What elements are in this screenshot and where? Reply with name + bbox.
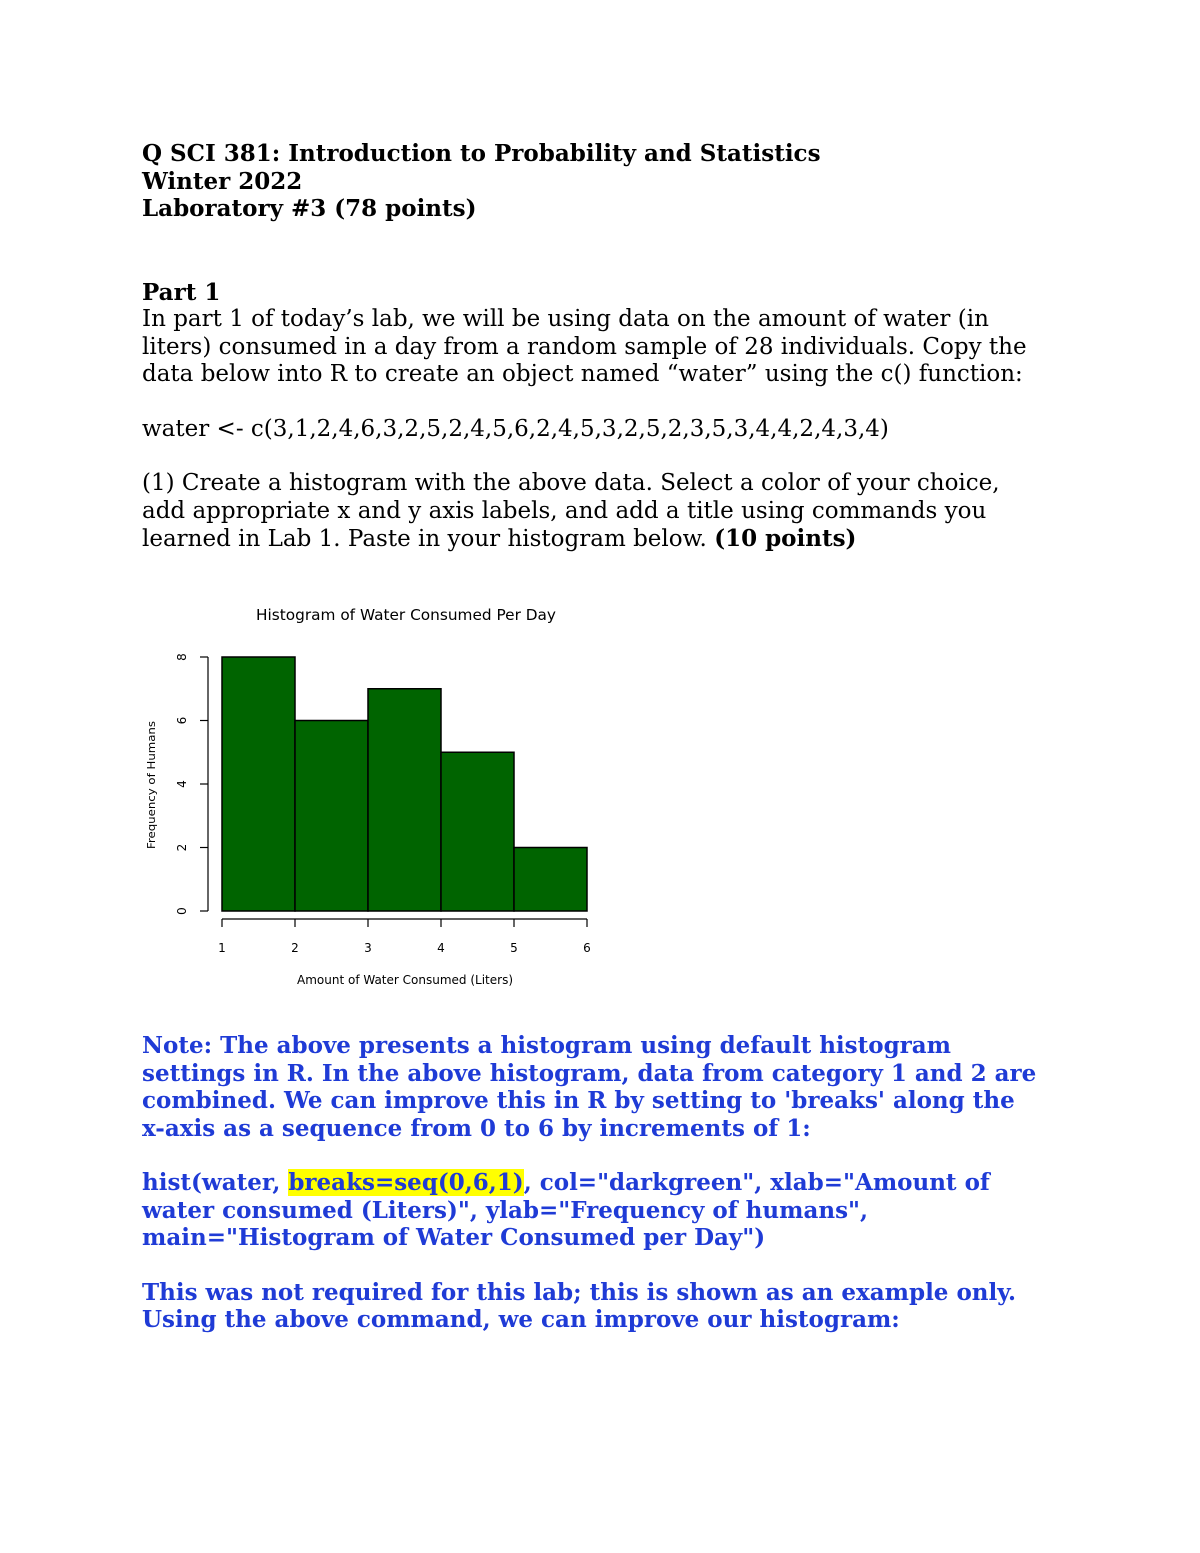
histogram-chart	[142, 598, 612, 998]
histogram-bar	[295, 721, 368, 912]
hist-command-line: water consumed (Liters)", ylab="Frequency of humans",	[142, 1196, 869, 1224]
intro-line: In part 1 of today’s lab, we will be using data on the amount of water (in	[142, 306, 989, 332]
command-rest: , col="darkgreen", xlab="Amount of	[523, 1169, 990, 1196]
chart-title: Histogram of Water Consumed Per Day	[256, 606, 557, 624]
y-tick-label: 4	[175, 780, 189, 788]
y-tick-label: 6	[175, 716, 189, 725]
x-axis-label: Amount of Water Consumed (Liters)	[297, 973, 513, 987]
r-code-line: water <- c(3,1,2,4,6,3,2,5,2,4,5,6,2,4,5,3,2,5,2,3,5,3,4,4,2,4,3,4)	[142, 415, 889, 442]
histogram-bar	[441, 752, 514, 911]
question-line	[142, 525, 1072, 554]
x-tick-label: 2	[291, 941, 299, 955]
note-line: settings in R. In the above histogram, data from category 1 and 2 are	[142, 1059, 1037, 1087]
lab-title: Laboratory #3 (78 points)	[142, 195, 477, 222]
command-prefix: hist(water,	[142, 1169, 289, 1196]
note-line: Using the above command, we can improve our histogram:	[142, 1306, 900, 1333]
x-tick-label: 4	[437, 941, 445, 955]
breaks-highlight: breaks=seq(0,6,1)	[288, 1169, 524, 1196]
note-line: This was not required for this lab; this is shown as an example only.	[142, 1278, 1016, 1306]
histogram-bar	[368, 689, 441, 911]
y-axis-label: Frequency of Humans	[145, 729, 158, 849]
note-line: combined. We can improve this in R by setting to 'breaks' along the	[142, 1087, 1015, 1114]
y-tick-label: 2	[175, 843, 189, 852]
question-line: add appropriate x and y axis labels, and add a title using commands you	[142, 497, 987, 524]
y-tick-label: 0	[175, 907, 189, 915]
histogram-bar	[222, 657, 295, 911]
x-tick-label: 5	[510, 941, 518, 955]
part1-heading: Part 1	[142, 278, 221, 306]
question-line: (1) Create a histogram with the above data. Select a color of your choice,	[142, 470, 1000, 496]
note-line: Note: The above presents a histogram using default histogram	[142, 1032, 952, 1059]
x-tick-label: 3	[364, 941, 372, 955]
hist-command-line	[142, 1169, 1102, 1197]
question-points: (10 points)	[714, 525, 857, 552]
note-line: x-axis as a sequence from 0 to 6 by increments of 1:	[142, 1114, 811, 1142]
document-body	[142, 140, 1072, 554]
hist-command-line: main="Histogram of Water Consumed per Day")	[142, 1224, 766, 1251]
histogram-bar	[514, 848, 587, 912]
question-text: learned in Lab 1. Paste in your histogram below.	[142, 526, 715, 552]
intro-line: data below into R to create an object named “water” using the c() function:	[142, 361, 1023, 387]
term: Winter 2022	[142, 167, 303, 195]
course-title: Q SCI 381: Introduction to Probability and Statistics	[142, 140, 821, 167]
histogram-bars	[222, 657, 587, 911]
x-tick-label: 1	[218, 941, 226, 955]
x-tick-label: 6	[583, 941, 591, 955]
y-tick-label: 8	[175, 653, 189, 661]
note-section	[142, 1032, 1102, 1334]
intro-line: liters) consumed in a day from a random sample of 28 individuals. Copy the	[142, 333, 1027, 360]
